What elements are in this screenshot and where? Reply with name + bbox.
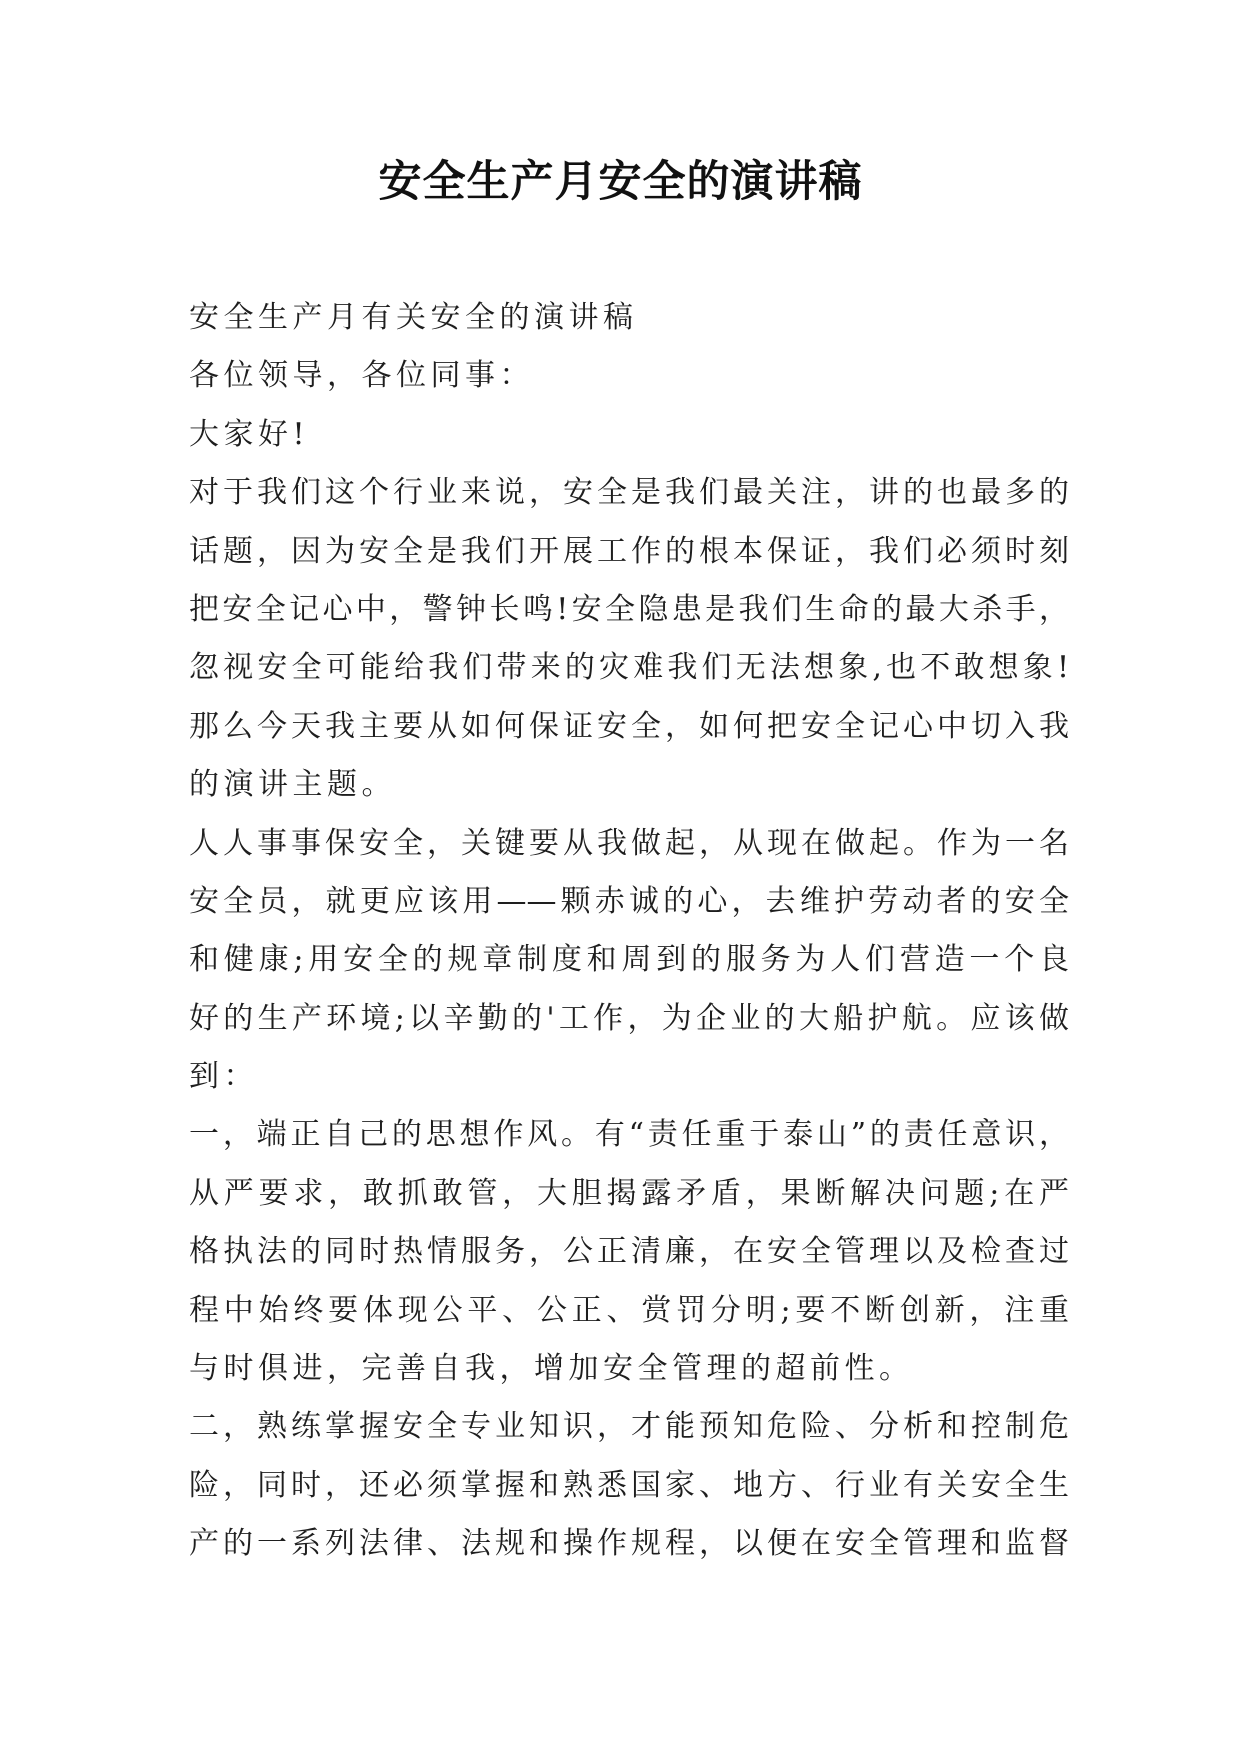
body-line: 安全生产月有关安全的演讲稿 — [189, 300, 638, 335]
body-line: 各位领导，各位同事： — [189, 358, 534, 394]
body-line: 人人事事保安全，关键要从我做起，从现在做起。作为一名 — [189, 825, 1069, 861]
body-line: 把安全记心中，警钟长鸣!安全隐患是我们生命的最大杀手， — [189, 591, 1069, 627]
body-line: 安全员，就更应该用——颗赤诚的心，去维护劳动者的安全 — [189, 883, 1069, 919]
body-line: 的演讲主题。 — [189, 767, 396, 803]
body-line: 和健康;用安全的规章制度和周到的服务为人们营造一个良 — [189, 942, 1069, 978]
body-line: 那么今天我主要从如何保证安全，如何把安全记心中切入我 — [189, 708, 1069, 744]
body-line: 从严要求，敢抓敢管，大胆揭露矛盾，果断解决问题;在严 — [189, 1175, 1069, 1211]
body-line: 一，端正自己的思想作风。有“责任重于泰山”的责任意识， — [189, 1117, 1069, 1153]
body-line: 二，熟练掌握安全专业知识，才能预知危险、分析和控制危 — [189, 1409, 1069, 1445]
document-title: 安全生产月安全的演讲稿 — [378, 157, 863, 207]
body-line: 好的生产环境;以辛勤的'工作，为企业的大船护航。应该做 — [189, 1000, 1069, 1036]
body-line: 程中始终要体现公平、公正、赏罚分明;要不断创新，注重 — [189, 1292, 1069, 1328]
body-line: 大家好! — [189, 416, 310, 452]
body-line: 忽视安全可能给我们带来的灾难我们无法想象,也不敢想象! — [189, 650, 1069, 686]
body-line: 对于我们这个行业来说，安全是我们最关注，讲的也最多的 — [189, 475, 1069, 511]
body-line: 到： — [189, 1059, 258, 1095]
body-line: 产的一系列法律、法规和操作规程，以便在安全管理和监督 — [189, 1526, 1069, 1562]
body-line: 险，同时，还必须掌握和熟悉国家、地方、行业有关安全生 — [189, 1467, 1069, 1503]
document-body — [189, 289, 1069, 1574]
body-line: 格执法的同时热情服务，公正清廉，在安全管理以及检查过 — [189, 1234, 1069, 1270]
body-line: 与时俱进，完善自我，增加安全管理的超前性。 — [189, 1351, 914, 1387]
body-line: 话题，因为安全是我们开展工作的根本保证，我们必须时刻 — [189, 533, 1069, 569]
